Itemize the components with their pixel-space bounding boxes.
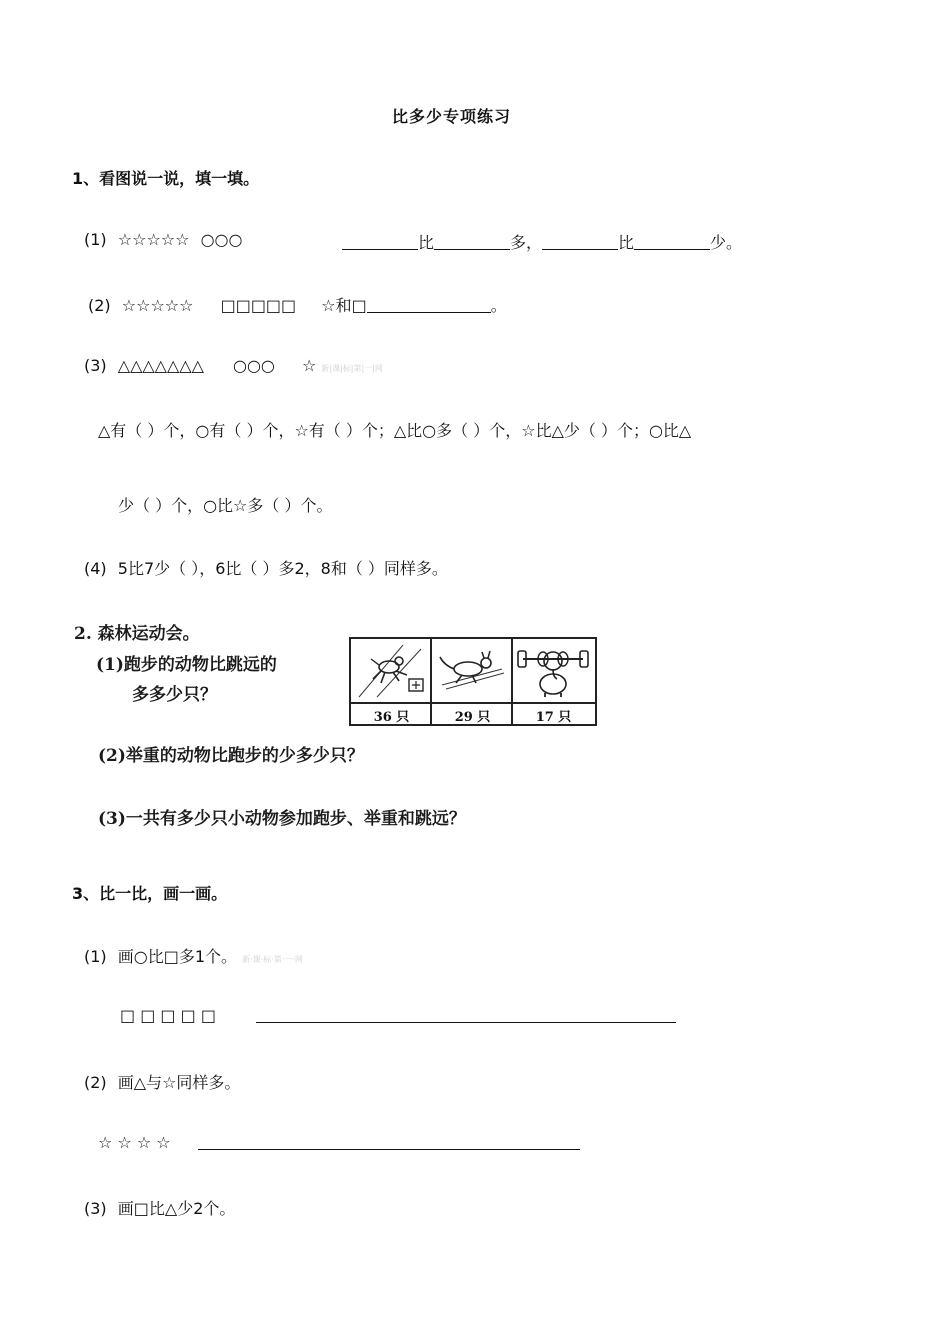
question-3-2 [84,1070,240,1093]
weightlifting-elephant-icon [513,639,593,700]
panel-running [351,639,432,702]
drawing-line[interactable] [256,1022,676,1023]
blank-field[interactable] [434,233,510,250]
question-2-1-line-1: (1)跑步的动物比跳远的 [96,655,277,675]
sports-picture-table [349,637,597,726]
stars-row: ☆ ☆ ☆ ☆ [98,1133,171,1152]
star-single: ☆ [301,356,317,375]
blank-field[interactable] [342,233,418,250]
question-label: (3) [84,1199,107,1218]
word-bi: 比 [618,233,635,252]
period: 。 [490,296,507,315]
question-text: 画□比△少2个。 [117,1199,236,1218]
drawing-row-2 [98,1133,171,1152]
question-1-3-line-1: △有（ ）个，○有（ ）个，☆有（ ）个；△比○多（ ）个，☆比△少（ ）个；○比△ [98,421,692,440]
fill-sentence-1 [342,230,742,253]
question-1-4 [84,556,448,579]
section-2-heading: 2. 森林运动会。 [74,624,200,644]
question-text: 5比7少（ ），6比（ ）多2，8和（ ）同样多。 [117,559,448,578]
watermark: 新·课·标·第·一·网 [242,955,303,964]
count-running: 36 只 [373,710,410,725]
question-2-2: (2)举重的动物比跑步的少多少只？ [98,746,364,766]
question-label: (3) [84,356,107,375]
page-title: 比多少专项练习 [392,107,512,126]
panel-weightlifting [513,639,594,702]
question-1-3 [84,356,383,375]
panel-jumping [432,639,513,702]
question-1-1 [84,230,242,249]
question-label: (4) [84,559,107,578]
stars-row: ☆☆☆☆☆ [117,230,190,249]
question-2-3: (3)一共有多少只小动物参加跑步、举重和跳远？ [98,809,466,829]
word-shao: 少。 [710,233,743,252]
drawing-row-1 [120,1006,216,1025]
word-duo: 多， [510,233,543,252]
question-1-3-line-2: 少（ ）个，○比☆多（ ）个。 [118,496,333,515]
question-2-1-line-2: 多多少只？ [132,685,217,705]
question-label: (1) [84,947,107,966]
section-1-heading: 1、看图说一说，填一填。 [72,169,260,188]
count-jumping: 29 只 [454,710,491,725]
question-3-1 [84,944,303,967]
blank-field[interactable] [367,296,491,313]
word-bi: 比 [418,233,435,252]
question-label: (2) [84,1073,107,1092]
blank-field[interactable] [634,233,710,250]
drawing-line[interactable] [198,1149,580,1150]
question-text: 画△与☆同样多。 [117,1073,241,1092]
circles-row: ○○○ [233,356,275,375]
count-row [351,702,595,726]
question-1-2 [88,293,507,316]
blank-field[interactable] [542,233,618,250]
count-weightlifting: 17 只 [535,710,572,725]
watermark: 新|课|标|第|一|网 [321,364,383,373]
squares-row: □ □ □ □ □ [120,1006,216,1025]
squares-row: □□□□□ [220,296,297,315]
question-text: 画○比□多1个。 [117,947,238,966]
section-3-heading: 3、比一比，画一画。 [72,884,228,903]
question-label: (1) [84,230,107,249]
triangles-row: △△△△△△△ [117,356,204,375]
running-animal-icon [351,639,430,700]
stars-row: ☆☆☆☆☆ [121,296,194,315]
question-3-3 [84,1196,235,1219]
jumping-kangaroo-icon [432,639,511,700]
question-label: (2) [88,296,111,315]
compare-text: ☆和□ [321,296,367,315]
circles-row: ○○○ [200,230,243,249]
